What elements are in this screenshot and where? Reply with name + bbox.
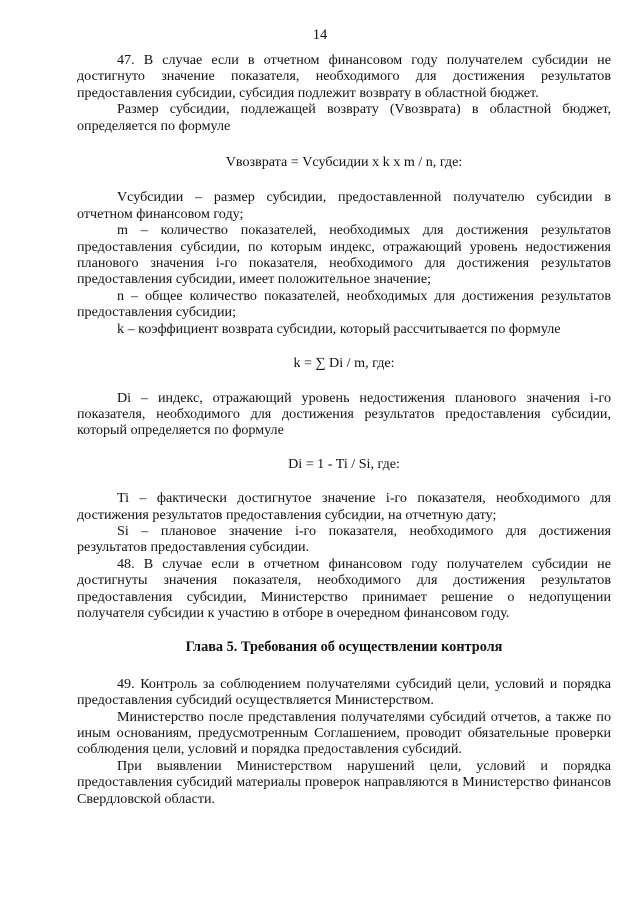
page-number: 14 [312,27,328,43]
formula-di: Di = 1 - Ti / Si, где: [288,455,400,472]
definition-m: m – количество показателей, необходимых для достижения результатов предоставления субсидии, по которым индекс, отражающий уровень недостижения планового значения i-го показателя, необходимого для достижения результатов предоставления субсидии, имеет положительное значение; [77,222,611,288]
definition-si: Si – плановое значение i-го показателя, необходимого для достижения результатов предоставления субсидии. [77,522,611,556]
paragraph-return-size: Размер субсидии, подлежащей возврату (Vвозврата) в областной бюджет, определяется по формуле [77,101,611,134]
paragraph-49: 49. Контроль за соблюдением получателями субсидий цели, условий и порядка предоставления субсидий осуществляется Министерством. [77,675,611,709]
paragraph-violations: При выявлении Министерством нарушений цели, условий и порядка предоставления субсидий материалы проверок направляются в Министерство финансов Свердловской области. [77,757,611,807]
definition-n: n – общее количество показателей, необходимых для достижения результатов предоставления субсидии; [77,287,611,321]
paragraph-ministry-checks: Министерство после представления получателями субсидий отчетов, а также по иным основаниям, предусмотренным Соглашением, проводит обязательные проверки соблюдения цели, условий и порядка предоставления субсидий. [77,708,611,758]
definition-k: k – коэффициент возврата субсидии, который рассчитывается по формуле [117,320,561,337]
definition-ti: Ti – фактически достигнутое значение i-го показателя, необходимого для достижения результатов предоставления субсидии, на отчетную дату; [77,490,611,523]
definition-di: Di – индекс, отражающий уровень недостижения планового значения i-го показателя, необходимого для достижения результатов предоставления субсидии, который определяется по формуле [77,389,611,439]
formula-k: k = ∑ Di / m, где: [293,355,395,372]
formula-return: Vвозврата = Vсубсидии x k x m / n, где: [225,154,463,171]
definition-vsubsidy: Vсубсидии – размер субсидии, предоставленной получателю субсидии в отчетном финансовом году; [77,189,611,222]
document-body [77,52,611,807]
chapter-5-heading: Глава 5. Требования об осуществлении контроля [185,639,503,656]
paragraph-48: 48. В случае если в отчетном финансовом году получателем субсидии не достигнуты значения показателя, необходимого для достижения результатов предоставления субсидии, Министерство принимает решение о недопущении получателя субсидии к участию в отборе в очередном финансовом году. [77,555,611,621]
paragraph-47: 47. В случае если в отчетном финансовом году получателем субсидии не достигнуто значение показателя, необходимого для достижения результатов предоставления субсидии, субсидия подлежит возврату в областной бюджет. [77,52,611,101]
